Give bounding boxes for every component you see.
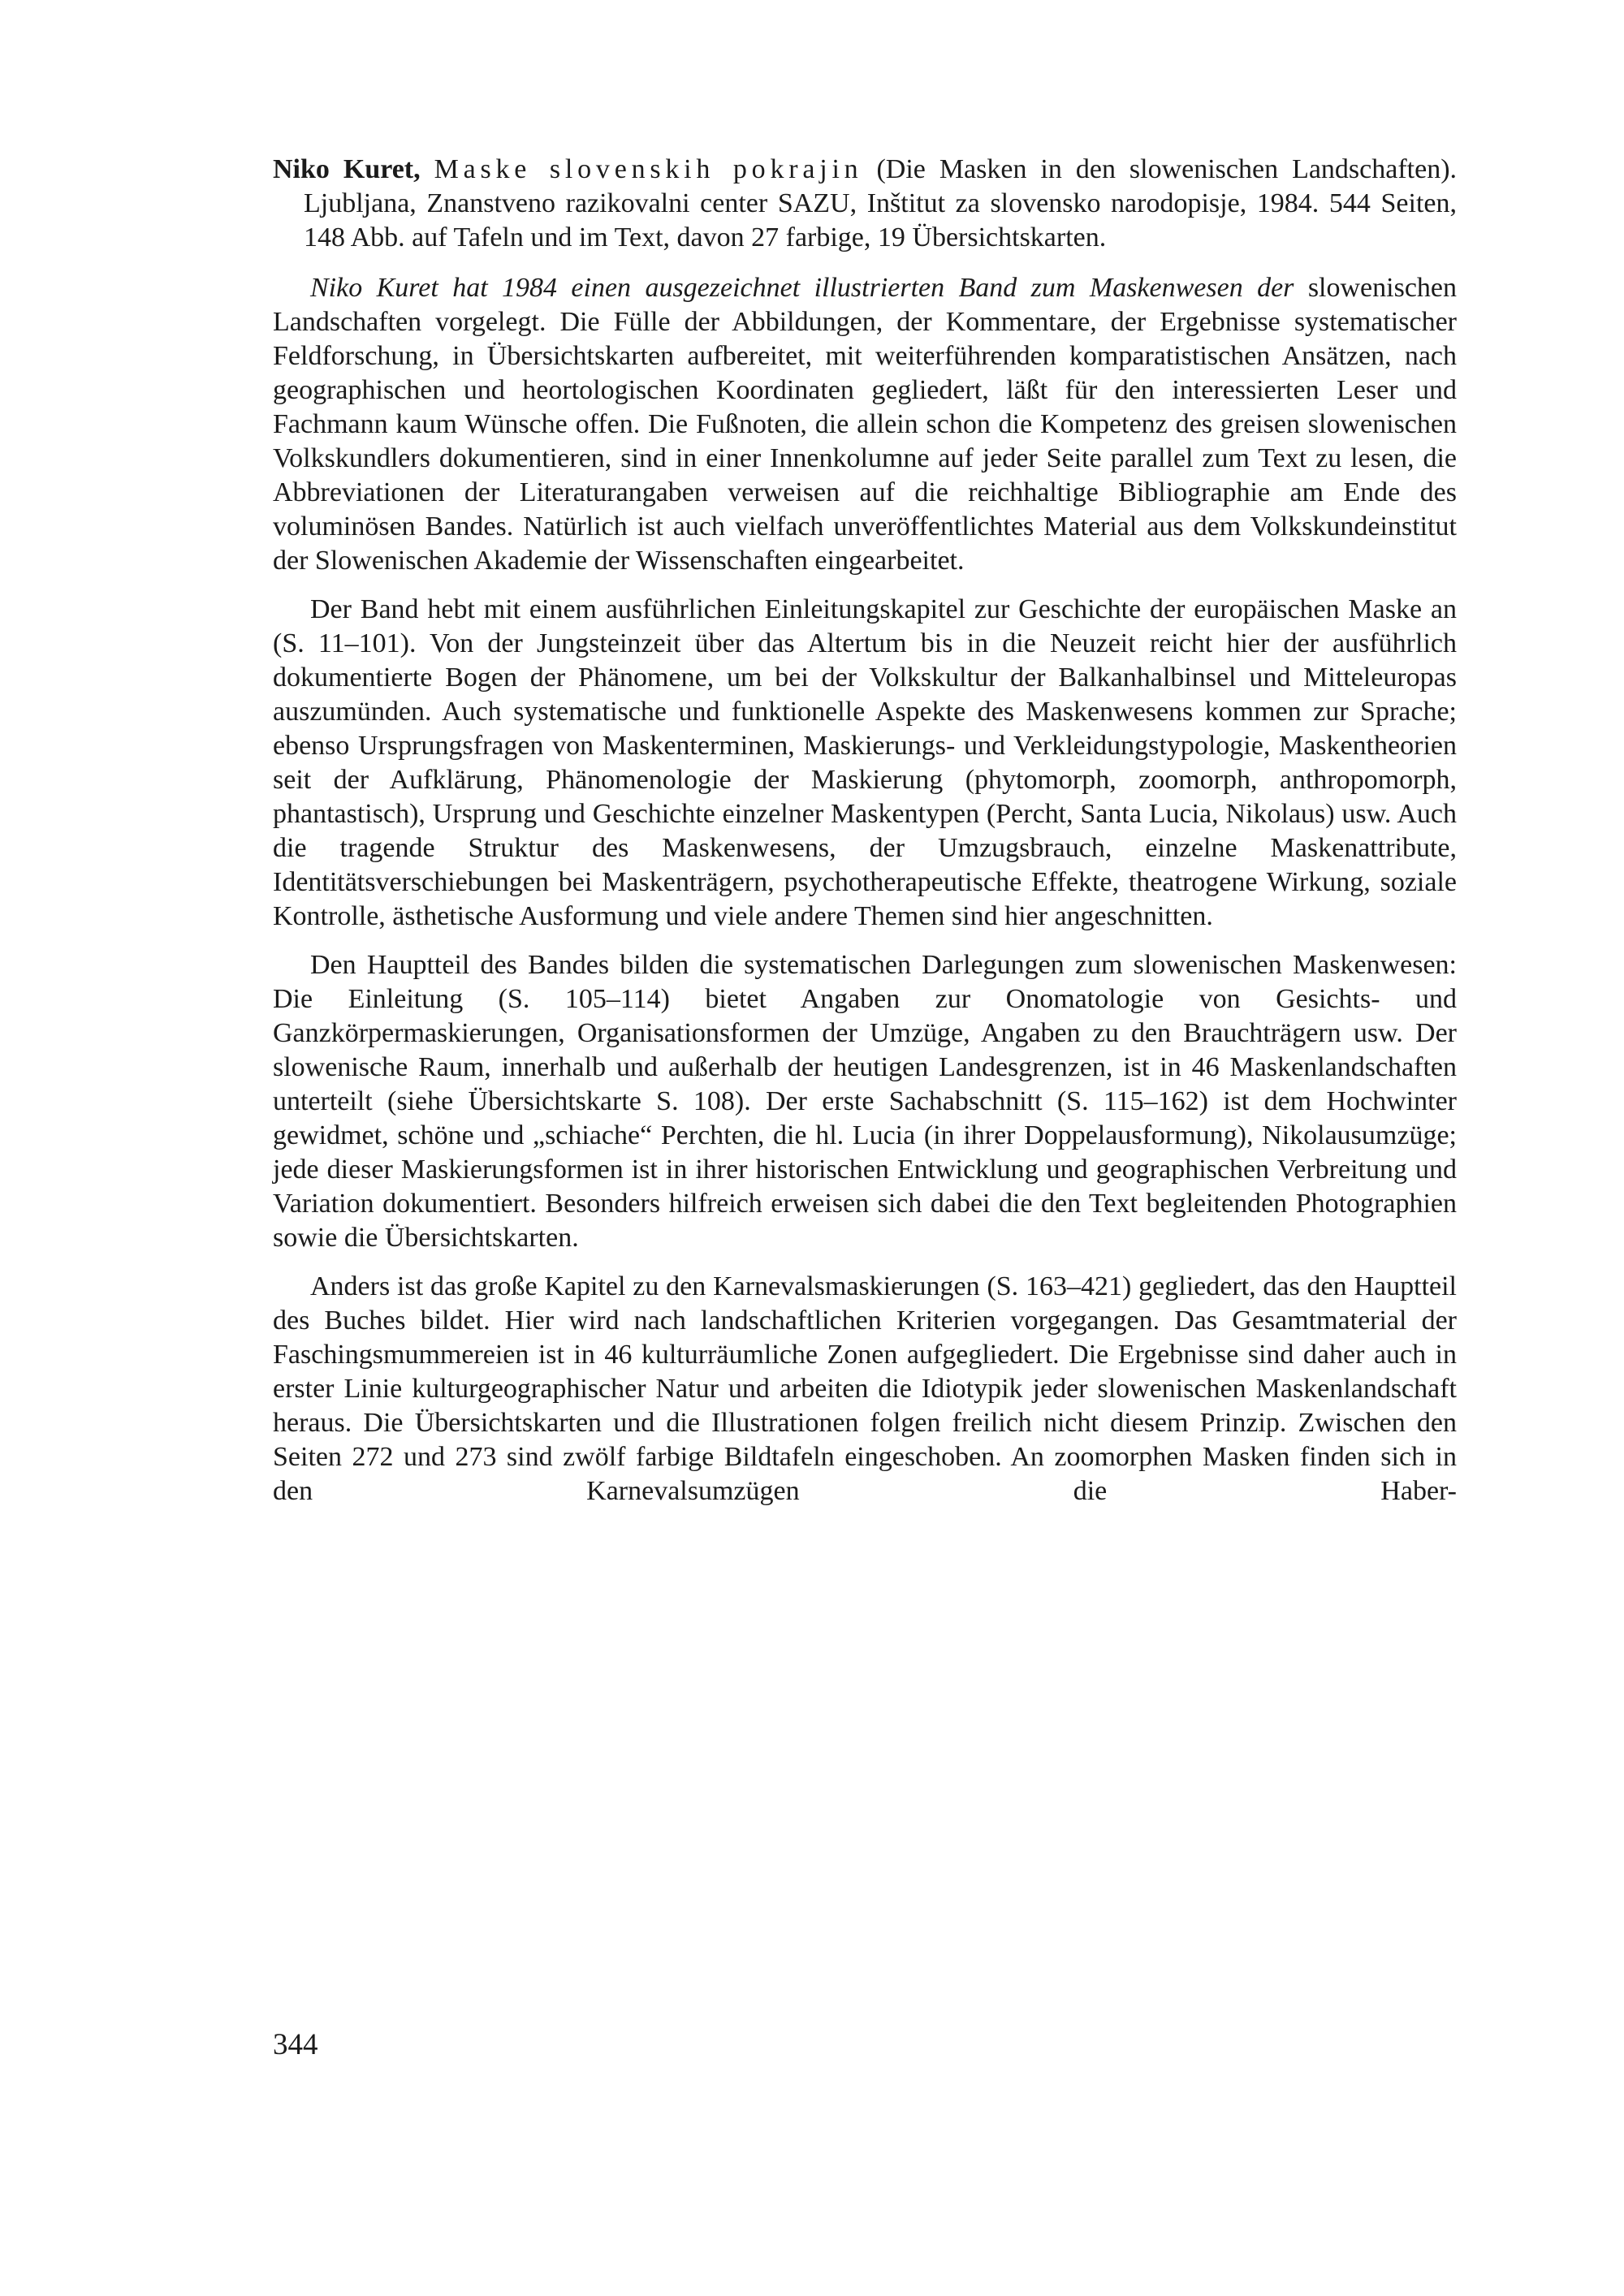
body-paragraphs: [273, 271, 1457, 1508]
citation-details: (Die Masken in den slowenischen Landschaften). Ljubljana, Znanstveno razikovalni center SAZU, Inštitut za slovensko narodopisje, 1984. 544 Seiten, 148 Abb. auf Tafeln und im Text, davon 27 farbige, 19 Übersichtskarten.: [304, 154, 1458, 252]
citation: [273, 153, 1457, 255]
text-run: Der Band hebt mit einem ausführlichen Einleitungskapitel zur Geschichte der europäischen Maske an (S. 11–101). Von der Jungsteinzeit über das Altertum bis in die Neuzeit reicht hier der ausführlich dokumentierte Bogen der Phänomene, um bei der Volkskultur der Balkanhalbinsel und Mitteleuropas auszumünden. Auch systematische und funktionelle Aspekte des Maskenwesens kommen zur Sprache; ebenso Ursprungsfragen von Maskenterminen, Maskierungs- und Verkleidungstypologie, Maskentheorien seit der Aufklärung, Phänomenologie der Maskierung (phytomorph, zoomorph, anthropomorph, phantastisch), Ursprung und Geschichte einzelner Maskentypen (Percht, Santa Lucia, Nikolaus) usw. Auch die tragende Struktur des Maskenwesens, der Umzugsbrauch, einzelne Maskenattribute, Identitätsverschiebungen bei Maskenträgern, psychotherapeutische Effekte, theatrogene Wirkung, soziale Kontrolle, ästhetische Ausformung und viele andere Themen sind hier angeschnitten.: [273, 594, 1457, 931]
paragraph: [273, 1270, 1457, 1508]
paragraph: [273, 593, 1457, 934]
paragraph: [273, 948, 1457, 1255]
italic-text-run: Niko Kuret hat 1984 einen ausgezeichnet illustrierten Band zum Maskenwesen der: [310, 273, 1294, 303]
text-run: Anders ist das große Kapitel zu den Karnevalsmaskierungen (S. 163–421) gegliedert, das den Hauptteil des Buches bildet. Hier wird nach landschaftlichen Kriterien vorgegangen. Das Gesamtmaterial der Faschingsmummereien ist in 46 kulturräumliche Zonen aufgegliedert. Die Ergebnisse sind daher auch in erster Linie kulturgeographischer Natur und arbeiten die Idiotypik jeder slowenischen Maskenlandschaft heraus. Die Übersichtskarten und die Illustrationen folgen freilich nicht diesem Prinzip. Zwischen den Seiten 272 und 273 sind zwölf farbige Bildtafeln eingeschoben. An zoomorphen Masken finden sich in den Karnevalsumzügen die Haber-: [273, 1271, 1457, 1506]
citation-title: Maske slovenskih pokrajin: [434, 154, 863, 184]
paragraph: [273, 271, 1457, 578]
citation-author: Niko Kuret,: [273, 154, 421, 184]
page-number: 344: [273, 2028, 318, 2061]
text-run: slowenischen Landschaften vorgelegt. Die Fülle der Abbildungen, der Kommentare, der Ergebnisse systematischer Feldforschung, in Übersichtskarten aufbereitet, mit weiterführenden komparatistischen Ansätzen, nach geographischen und heortologischen Koordinaten gegliedert, läßt für den interessierten Leser und Fachmann kaum Wünsche offen. Die Fußnoten, die allein schon die Kompetenz des greisen slowenischen Volkskundlers dokumentieren, sind in einer Innenkolumne auf jeder Seite parallel zum Text zu lesen, die Abbreviationen der Literaturangaben verweisen auf die reichhaltige Bibliographie am Ende des voluminösen Bandes. Natürlich ist auch vielfach unveröffentlichtes Material aus dem Volkskundeinstitut der Slowenischen Akademie der Wissenschaften eingearbeitet.: [273, 273, 1457, 576]
text-run: Den Hauptteil des Bandes bilden die systematischen Darlegungen zum slowenischen Maskenwesen: Die Einleitung (S. 105–114) bietet Angaben zur Onomatologie von Gesichts- und Ganzkörpermaskierungen, Organisationsformen der Umzüge, Angaben zu den Brauchträgern usw. Der slowenische Raum, innerhalb und außerhalb der heutigen Landesgrenzen, ist in 46 Maskenlandschaften unterteilt (siehe Übersichtskarte S. 108). Der erste Sachabschnitt (S. 115–162) ist dem Hochwinter gewidmet, schöne und „schiache“ Perchten, die hl. Lucia (in ihrer Doppelausformung), Nikolausumzüge; jede dieser Maskierungsformen ist in ihrer historischen Entwicklung und geographischen Verbreitung und Variation dokumentiert. Besonders hilfreich erweisen sich dabei die den Text begleitenden Photographien sowie die Übersichtskarten.: [273, 950, 1457, 1253]
text-block: [273, 153, 1457, 1508]
